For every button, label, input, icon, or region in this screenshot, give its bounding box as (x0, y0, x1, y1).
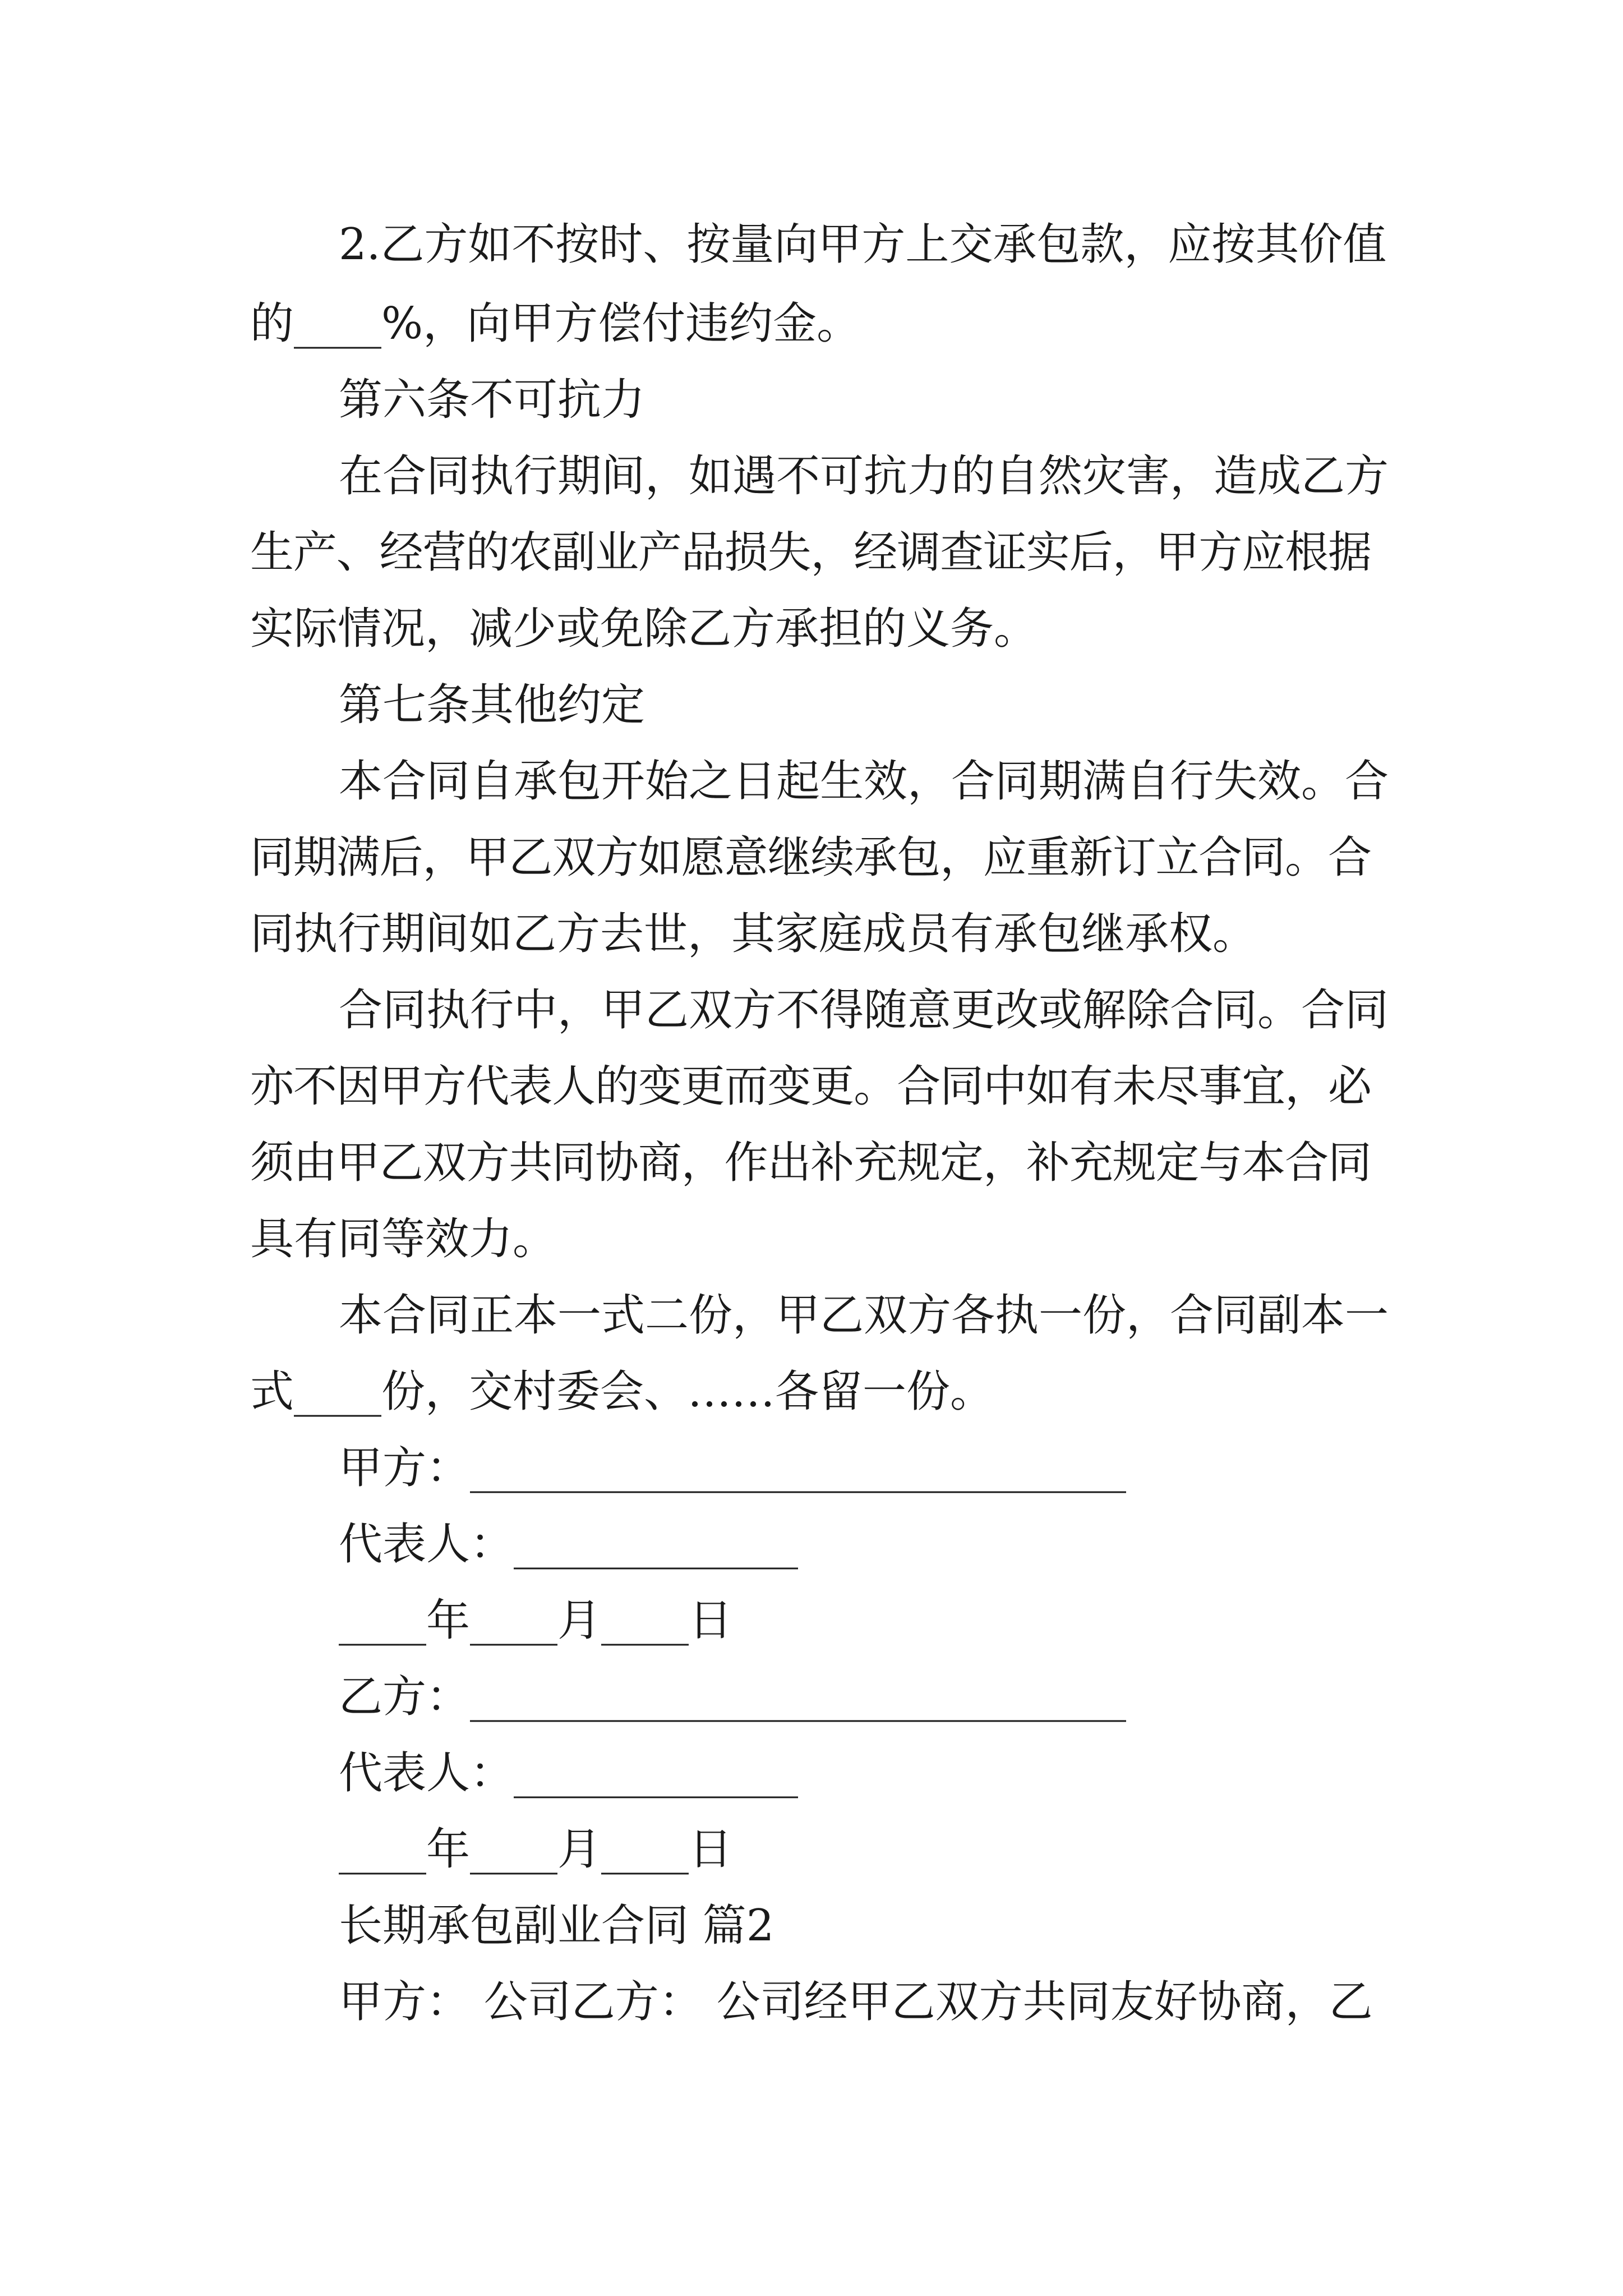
text-line: 甲方： 公司乙方： 公司经甲乙双方共同友好协商，乙 (339, 1977, 1373, 2027)
text-line: 同期满后，甲乙双方如愿意继续承包，应重新订立合同。合 (250, 832, 1371, 883)
signature-party-b: 乙方：______________________________ (339, 1672, 1127, 1722)
signature-party-a: 甲方：______________________________ (339, 1443, 1127, 1493)
text-line: 生产、经营的农副业产品损失，经调查证实后，甲方应根据 (250, 527, 1371, 578)
text-line: 实际情况，减少或免除乙方承担的义务。 (250, 604, 1038, 654)
text-line: 式____份，交村委会、……各留一份。 (250, 1366, 994, 1417)
text-line: 在合同执行期间，如遇不可抗力的自然灾害，造成乙方 (339, 451, 1389, 501)
contract-title: 长期承包副业合同 篇2 (339, 1901, 774, 1951)
text-line: 2.乙方如不按时、按量向甲方上交承包款，应按其价值 (339, 219, 1387, 270)
signature-representative-a: 代表人：_____________ (339, 1519, 799, 1570)
text-line: 具有同等效力。 (250, 1214, 557, 1264)
text-line: 的____%，向甲方偿付违约金。 (250, 298, 861, 349)
section-heading: 第七条其他约定 (339, 680, 645, 730)
text-line: 合同执行中，甲乙双方不得随意更改或解除合同。合同 (339, 985, 1389, 1036)
signature-date-b: ____年____月____日 (339, 1824, 733, 1875)
text-line: 本合同正本一式二份，甲乙双方各执一份，合同副本一 (339, 1290, 1389, 1341)
text-line: 本合同自承包开始之日起生效，合同期满自行失效。合 (339, 756, 1389, 807)
signature-date-a: ____年____月____日 (339, 1595, 733, 1646)
section-heading: 第六条不可抗力 (339, 375, 645, 425)
text-line: 须由甲乙双方共同协商，作出补充规定，补充规定与本合同 (250, 1138, 1371, 1188)
text-line: 亦不因甲方代表人的变更而变更。合同中如有未尽事宜，必 (250, 1061, 1371, 1112)
text-line: 同执行期间如乙方去世，其家庭成员有承包继承权。 (250, 909, 1257, 959)
signature-representative-b: 代表人：_____________ (339, 1748, 799, 1798)
